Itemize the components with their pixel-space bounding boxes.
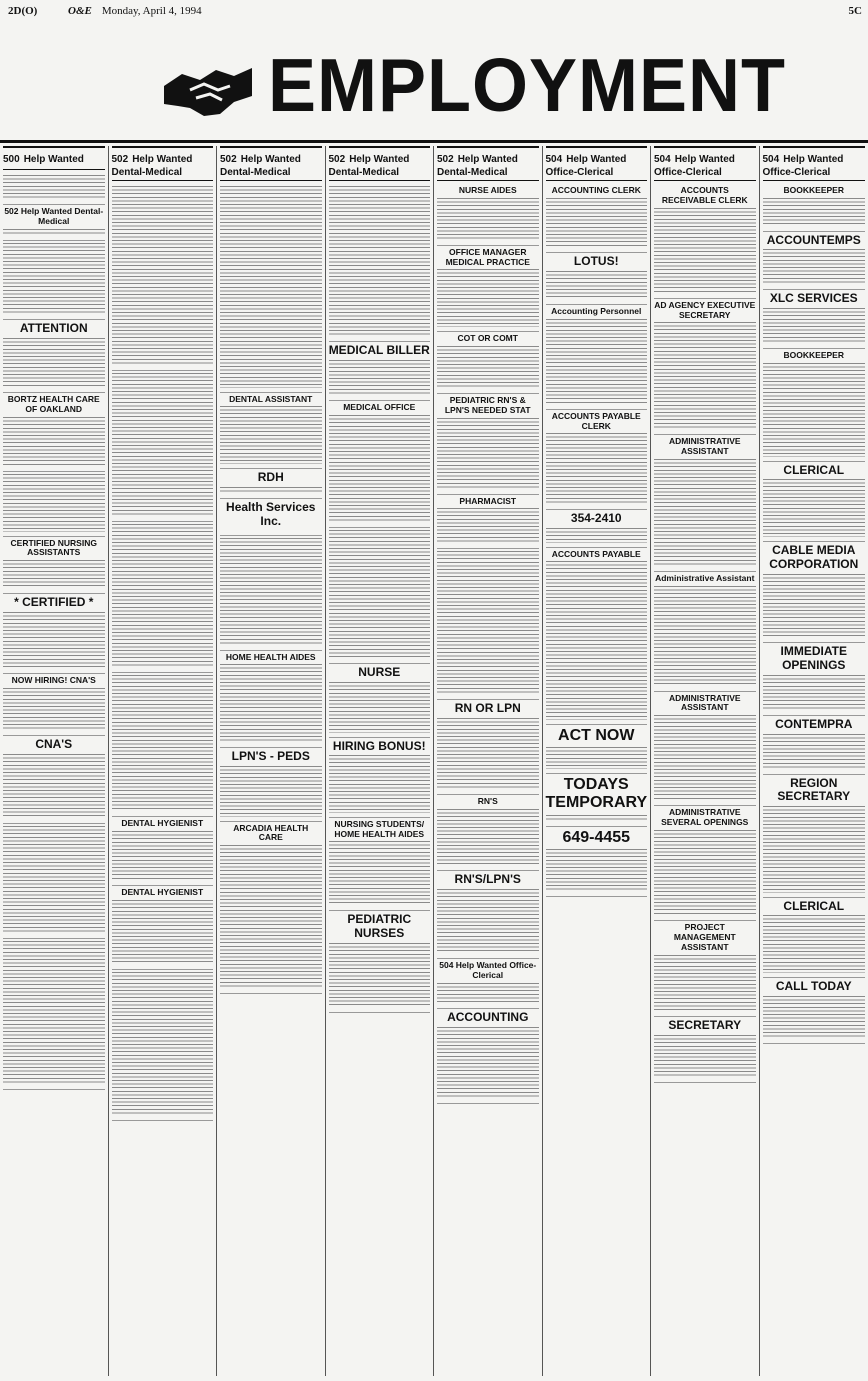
ad-headline: 502 Help Wanted Dental-Medical bbox=[4, 206, 104, 226]
ad-body-text bbox=[437, 983, 539, 1005]
classified-ad bbox=[546, 548, 648, 725]
ad-headline: ADMINISTRATIVE ASSISTANT bbox=[668, 436, 741, 457]
masthead bbox=[0, 0, 868, 22]
section-title: EMPLOYMENT bbox=[268, 44, 787, 128]
category-heading: Help Wanted bbox=[457, 154, 518, 165]
classified-column bbox=[217, 146, 326, 1376]
classified-column bbox=[543, 146, 652, 1376]
ad-body-text bbox=[546, 815, 648, 822]
ad-body-text bbox=[3, 560, 105, 589]
classified-columns bbox=[0, 146, 868, 1376]
category-heading: Help Wanted bbox=[674, 154, 735, 165]
ad-headline: NURSING STUDENTS/ HOME HEALTH AIDES bbox=[334, 818, 425, 839]
column-heading bbox=[654, 146, 756, 181]
ad-headline: CNA'S bbox=[35, 737, 73, 752]
ad-body-text bbox=[329, 841, 431, 906]
ad-body-text bbox=[329, 360, 431, 396]
ad-headline: DENTAL ASSISTANT bbox=[229, 393, 313, 404]
column-heading bbox=[763, 146, 866, 181]
ad-body-text bbox=[546, 747, 648, 769]
ad-headline: BOOKKEEPER bbox=[783, 185, 844, 195]
category-number: 502 bbox=[220, 154, 237, 165]
classified-ad bbox=[437, 1009, 539, 1104]
ad-headline: TODAYS TEMPORARY bbox=[545, 775, 648, 812]
ad-headline: 504 Help Wanted Office-Clerical bbox=[439, 960, 537, 980]
ad-headline: ACCOUNTS PAYABLE bbox=[551, 548, 641, 559]
ad-headline: Accounting Personnel bbox=[551, 305, 642, 316]
column-heading bbox=[220, 146, 322, 181]
ad-body-text bbox=[654, 322, 756, 430]
classified-ad bbox=[546, 774, 648, 827]
ad-body-text bbox=[112, 373, 214, 517]
ad-body-text bbox=[546, 561, 648, 719]
ad-body-text bbox=[437, 346, 539, 389]
classified-ad bbox=[220, 822, 322, 995]
ad-body-text bbox=[763, 675, 866, 711]
classified-ad bbox=[3, 537, 105, 594]
ad-body-text bbox=[329, 682, 431, 732]
ad-body-text bbox=[763, 479, 866, 537]
ad-body-text bbox=[329, 530, 431, 660]
ad-headline: Health Services Inc. bbox=[226, 499, 316, 528]
classified-ad bbox=[437, 795, 539, 871]
ad-body-text bbox=[437, 198, 539, 241]
classified-ad bbox=[654, 692, 756, 807]
ad-headline: NURSE AIDES bbox=[458, 185, 517, 195]
classified-ad bbox=[3, 393, 105, 472]
ad-body-text bbox=[546, 319, 648, 405]
classified-ad bbox=[546, 305, 648, 410]
ad-headline: XLC SERVICES bbox=[769, 291, 858, 306]
ad-body-text bbox=[220, 664, 322, 743]
column-heading bbox=[437, 146, 539, 181]
classified-column bbox=[109, 146, 218, 1376]
category-subheading: Dental-Medical bbox=[437, 167, 508, 178]
ad-body-text bbox=[3, 474, 105, 532]
page-number: 2D(O) bbox=[8, 5, 38, 17]
ad-body-text bbox=[763, 198, 866, 227]
classified-ad bbox=[763, 775, 866, 898]
handshake-icon bbox=[160, 46, 256, 126]
ad-body-text bbox=[763, 996, 866, 1039]
classified-ad bbox=[654, 184, 756, 299]
category-subheading: Office-Clerical bbox=[654, 167, 722, 178]
column-heading bbox=[112, 146, 214, 181]
ad-body-text bbox=[220, 406, 322, 464]
ad-body-text bbox=[546, 528, 648, 542]
classified-ad bbox=[763, 978, 866, 1044]
classified-ad bbox=[220, 393, 322, 469]
ad-body-text bbox=[220, 538, 322, 646]
classified-ad bbox=[763, 716, 866, 775]
category-heading: Help Wanted bbox=[566, 154, 627, 165]
classified-ad bbox=[3, 241, 105, 320]
classified-ad bbox=[654, 921, 756, 1017]
ad-headline: SECRETARY bbox=[668, 1018, 742, 1033]
ad-headline: RN OR LPN bbox=[454, 701, 521, 716]
ad-headline: PHARMACIST bbox=[459, 495, 517, 506]
classified-column bbox=[434, 146, 543, 1376]
header-rule bbox=[0, 140, 868, 143]
ad-headline: PEDIATRIC RN'S & LPN'S NEEDED STAT bbox=[444, 395, 531, 415]
classified-ad bbox=[437, 959, 539, 1009]
ad-headline: 649-4455 bbox=[562, 828, 631, 846]
ad-body-text bbox=[654, 586, 756, 687]
ad-body-text bbox=[546, 271, 648, 300]
ad-body-text bbox=[654, 208, 756, 294]
ad-body-text bbox=[112, 972, 214, 1116]
ad-body-text bbox=[329, 186, 431, 337]
ad-body-text bbox=[546, 849, 648, 892]
classified-ad bbox=[546, 725, 648, 774]
ad-body-text bbox=[3, 941, 105, 1085]
ad-body-text bbox=[437, 809, 539, 867]
classified-ad bbox=[3, 320, 105, 393]
classified-ad bbox=[112, 371, 214, 522]
ad-body-text bbox=[437, 889, 539, 954]
ad-headline: HIRING BONUS! bbox=[332, 738, 426, 753]
ad-body-text bbox=[220, 487, 322, 494]
classified-ad bbox=[654, 806, 756, 921]
classified-ad bbox=[763, 462, 866, 542]
ad-headline: CALL TODAY bbox=[775, 979, 852, 994]
classified-ad bbox=[112, 970, 214, 1121]
classified-ad bbox=[3, 205, 105, 241]
classified-ad bbox=[763, 184, 866, 232]
ad-headline: AD AGENCY EXECUTIVE SECRETARY bbox=[654, 299, 756, 320]
classified-ad bbox=[546, 510, 648, 547]
classified-ad bbox=[437, 394, 539, 495]
classified-ad bbox=[654, 299, 756, 436]
category-number: 502 bbox=[328, 154, 346, 165]
category-number: 502 bbox=[437, 154, 454, 165]
ad-headline: PEDIATRIC NURSES bbox=[347, 912, 412, 941]
ad-headline: PROJECT MANAGEMENT ASSISTANT bbox=[673, 922, 736, 952]
ad-body-text bbox=[654, 830, 756, 916]
category-number: 504 bbox=[654, 154, 671, 165]
ad-headline: DENTAL HYGIENIST bbox=[121, 817, 204, 828]
ad-headline: BORTZ HEALTH CARE OF OAKLAND bbox=[7, 394, 100, 414]
category-number: 504 bbox=[545, 154, 563, 165]
ad-body-text bbox=[112, 524, 214, 668]
classified-column bbox=[760, 146, 868, 1376]
ad-body-text bbox=[437, 508, 539, 544]
ad-headline: MEDICAL BILLER bbox=[328, 343, 430, 358]
ad-body-text bbox=[3, 338, 105, 388]
ad-headline: CLERICAL bbox=[783, 462, 845, 477]
classified-ad bbox=[220, 748, 322, 821]
ad-headline: Administrative Assistant bbox=[655, 572, 755, 583]
ad-body-text bbox=[329, 415, 431, 523]
ad-body-text bbox=[437, 418, 539, 490]
ad-body-text bbox=[220, 186, 322, 388]
classified-ad bbox=[546, 253, 648, 305]
ad-body-text bbox=[437, 551, 539, 695]
ad-headline: CABLE MEDIA CORPORATION bbox=[769, 542, 859, 571]
classified-column bbox=[326, 146, 435, 1376]
classified-ad bbox=[220, 536, 322, 651]
column-heading bbox=[3, 146, 105, 170]
ad-body-text bbox=[763, 249, 866, 285]
classified-ad bbox=[329, 818, 431, 911]
ad-body-text bbox=[437, 1027, 539, 1099]
classified-ad bbox=[329, 184, 431, 342]
classified-ad bbox=[763, 349, 866, 461]
ad-headline: * CERTIFIED * bbox=[14, 594, 94, 609]
category-heading: Help Wanted bbox=[240, 154, 301, 165]
classified-ad bbox=[329, 738, 431, 818]
ad-headline: NURSE bbox=[358, 665, 401, 680]
classified-ad bbox=[546, 410, 648, 511]
ad-body-text bbox=[3, 175, 105, 200]
classified-ad bbox=[112, 817, 214, 886]
ad-body-text bbox=[437, 269, 539, 327]
ad-headline: BOOKKEEPER bbox=[783, 350, 844, 361]
issue-date: Monday, April 4, 1994 bbox=[101, 5, 202, 17]
classified-ad bbox=[437, 184, 539, 246]
classified-ad bbox=[329, 911, 431, 1012]
category-heading: Help Wanted bbox=[783, 154, 844, 165]
ad-headline: ATTENTION bbox=[19, 320, 88, 335]
category-number: 504 bbox=[762, 154, 780, 165]
classified-ad bbox=[763, 290, 866, 349]
ad-body-text bbox=[654, 955, 756, 1013]
ad-body-text bbox=[763, 806, 866, 892]
ad-body-text bbox=[3, 243, 105, 315]
classified-ad bbox=[763, 643, 866, 716]
ad-body-text bbox=[654, 1035, 756, 1078]
ad-headline: ADMINISTRATIVE SEVERAL OPENINGS bbox=[661, 807, 749, 828]
ad-headline: MEDICAL OFFICE bbox=[343, 401, 416, 412]
ad-headline: LOTUS! bbox=[573, 254, 619, 269]
ad-body-text bbox=[763, 734, 866, 770]
classified-ad bbox=[3, 674, 105, 736]
ad-headline: HOME HEALTH AIDES bbox=[225, 651, 316, 662]
ad-body-text bbox=[546, 433, 648, 505]
ad-headline: CONTEMPRA bbox=[775, 716, 853, 731]
ad-headline: ACCOUNTEMPS bbox=[766, 232, 861, 247]
classified-ad bbox=[329, 342, 431, 401]
ad-headline: IMMEDIATE OPENINGS bbox=[780, 644, 847, 673]
ad-headline: ACCOUNTING CLERK bbox=[551, 185, 641, 195]
ad-body-text bbox=[763, 574, 866, 639]
category-subheading: Dental-Medical bbox=[220, 167, 291, 178]
ad-body-text bbox=[3, 417, 105, 467]
ad-headline: REGION SECRETARY bbox=[777, 775, 851, 804]
classified-ad bbox=[112, 673, 214, 817]
category-subheading: Dental-Medical bbox=[328, 167, 400, 178]
category-heading: Help Wanted bbox=[23, 154, 84, 165]
category-subheading: Office-Clerical bbox=[762, 167, 831, 178]
paper-name: O&E bbox=[68, 5, 92, 17]
ad-body-text bbox=[437, 718, 539, 790]
ad-body-text bbox=[654, 715, 756, 801]
ad-body-text bbox=[546, 198, 648, 248]
classified-ad bbox=[220, 499, 322, 536]
classified-ad bbox=[3, 594, 105, 674]
ad-body-text bbox=[3, 229, 105, 236]
ad-headline: OFFICE MANAGER MEDICAL PRACTICE bbox=[445, 246, 530, 267]
ad-headline: CLERICAL bbox=[783, 898, 845, 913]
ad-headline: RN'S bbox=[477, 796, 498, 807]
ad-body-text bbox=[3, 612, 105, 670]
classified-column bbox=[651, 146, 760, 1376]
classified-ad bbox=[546, 184, 648, 253]
category-subheading: Dental-Medical bbox=[111, 167, 183, 178]
column-heading bbox=[546, 146, 648, 181]
classified-ad bbox=[437, 549, 539, 700]
classified-ad bbox=[654, 572, 756, 692]
classified-ad bbox=[437, 871, 539, 959]
classified-ad bbox=[3, 736, 105, 824]
ad-headline: ACCOUNTS PAYABLE CLERK bbox=[551, 410, 641, 431]
classified-ad bbox=[220, 184, 322, 393]
ad-headline: 354-2410 bbox=[570, 511, 622, 526]
classified-ad bbox=[437, 700, 539, 795]
ad-headline: RN'S/LPN'S bbox=[454, 872, 521, 887]
ad-body-text bbox=[112, 675, 214, 812]
category-heading: Help Wanted bbox=[132, 154, 193, 165]
classified-column bbox=[0, 146, 109, 1376]
ad-headline: DENTAL HYGIENIST bbox=[121, 886, 204, 897]
ad-body-text bbox=[3, 754, 105, 819]
classified-ad bbox=[3, 472, 105, 537]
classified-ad bbox=[763, 232, 866, 291]
ad-body-text bbox=[112, 831, 214, 881]
ad-body-text bbox=[654, 459, 756, 567]
ad-headline: NOW HIRING! CNA'S bbox=[11, 675, 96, 686]
category-number: 502 bbox=[111, 154, 129, 165]
ad-headline: ACCOUNTS RECEIVABLE CLERK bbox=[661, 185, 748, 205]
ad-body-text bbox=[329, 943, 431, 1008]
classified-ad bbox=[654, 435, 756, 572]
column-heading bbox=[329, 146, 431, 181]
classified-ad bbox=[437, 495, 539, 550]
ad-body-text bbox=[220, 845, 322, 989]
classified-ad bbox=[220, 651, 322, 749]
ad-body-text bbox=[763, 308, 866, 344]
classified-ad bbox=[112, 184, 214, 371]
ad-body-text bbox=[763, 363, 866, 457]
classified-ad bbox=[654, 1017, 756, 1083]
category-subheading: Office-Clerical bbox=[545, 167, 614, 178]
ad-body-text bbox=[3, 688, 105, 731]
classified-ad bbox=[112, 522, 214, 673]
ad-body-text bbox=[763, 915, 866, 973]
classified-ad bbox=[763, 542, 866, 643]
ad-body-text bbox=[329, 755, 431, 813]
ad-headline: COT OR COMT bbox=[457, 333, 518, 344]
classified-ad bbox=[329, 401, 431, 528]
ad-body-text bbox=[3, 826, 105, 934]
ad-headline: ARCADIA HEALTH CARE bbox=[233, 822, 309, 843]
classified-ad bbox=[763, 898, 866, 978]
classified-ad bbox=[437, 332, 539, 394]
classified-ad bbox=[546, 827, 648, 898]
ad-headline: ACT NOW bbox=[558, 726, 635, 744]
ad-body-text bbox=[112, 186, 214, 366]
classified-ad bbox=[3, 939, 105, 1090]
classified-ad bbox=[329, 664, 431, 737]
section-banner bbox=[160, 40, 787, 132]
classified-ad bbox=[3, 173, 105, 205]
ad-headline: LPN'S - PEDS bbox=[231, 749, 310, 764]
ad-headline: RDH bbox=[257, 469, 284, 484]
classified-ad bbox=[437, 246, 539, 332]
ad-body-text bbox=[220, 766, 322, 816]
ad-headline: ACCOUNTING bbox=[447, 1010, 529, 1025]
category-heading: Help Wanted bbox=[349, 154, 410, 165]
ad-body-text bbox=[112, 900, 214, 965]
classified-ad bbox=[3, 824, 105, 939]
classified-ad bbox=[220, 469, 322, 499]
classified-ad bbox=[112, 886, 214, 970]
classified-ad bbox=[329, 528, 431, 665]
ad-headline: CERTIFIED NURSING ASSISTANTS bbox=[10, 537, 97, 558]
corner-mark: 5C bbox=[848, 5, 862, 17]
category-number: 500 bbox=[3, 154, 20, 165]
ad-headline: ADMINISTRATIVE ASSISTANT bbox=[668, 692, 741, 713]
